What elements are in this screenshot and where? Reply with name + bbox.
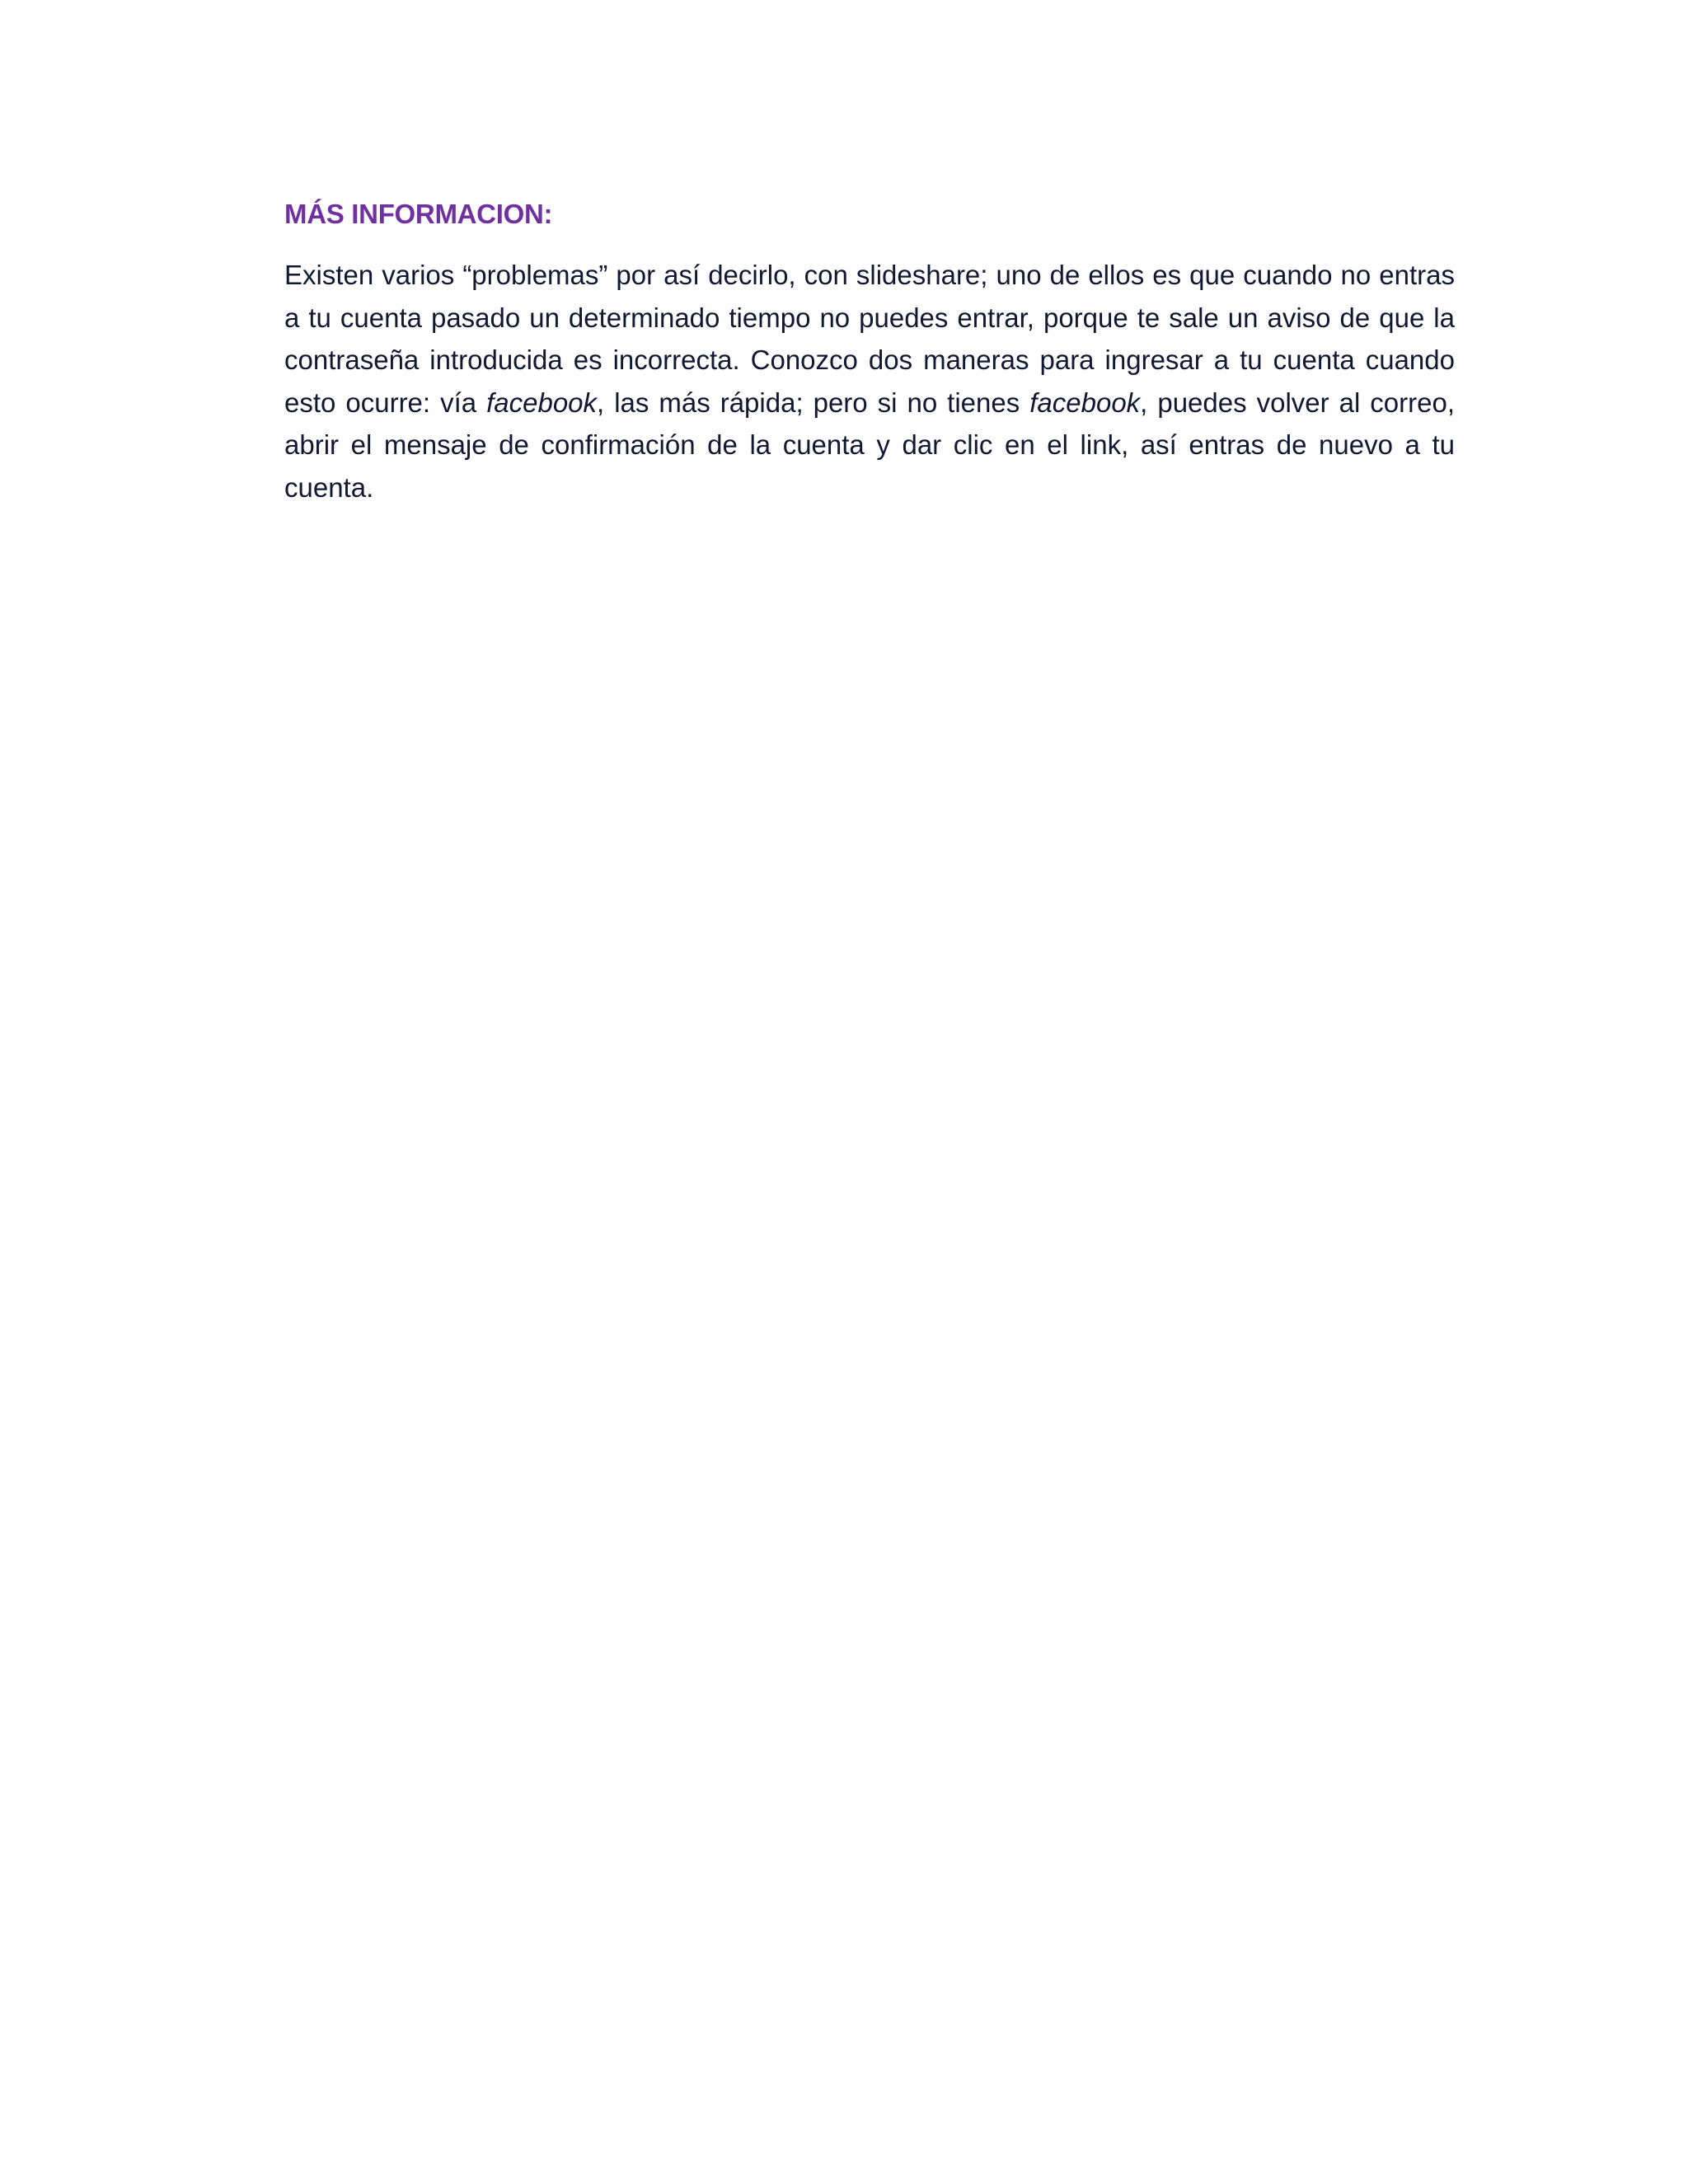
body-paragraph xyxy=(284,254,1455,509)
page-content xyxy=(284,191,1455,509)
facebook-italic-1: facebook xyxy=(486,387,598,418)
paragraph-text-part2: , las más rápida; pero si no tienes xyxy=(597,387,1030,418)
paragraph-text-part3: , puedes volver al correo, abrir el mensaje de confirmación de la cuenta y dar clic en el link, así entras de nuevo a tu cuenta. xyxy=(284,387,1456,503)
section-heading: MÁS INFORMACION: xyxy=(284,199,553,229)
paragraph-text-part1: Existen varios “problemas” por así decirlo, con slideshare; uno de ellos es que cuando no entras a tu cuenta pasado un determinado tiempo no puedes entrar, porque te sale un aviso de que la contraseña introducida es incorrecta. Conozco dos maneras para ingresar a tu cuenta cuando esto ocurre: vía xyxy=(284,260,1455,418)
facebook-italic-2: facebook xyxy=(1029,387,1141,418)
